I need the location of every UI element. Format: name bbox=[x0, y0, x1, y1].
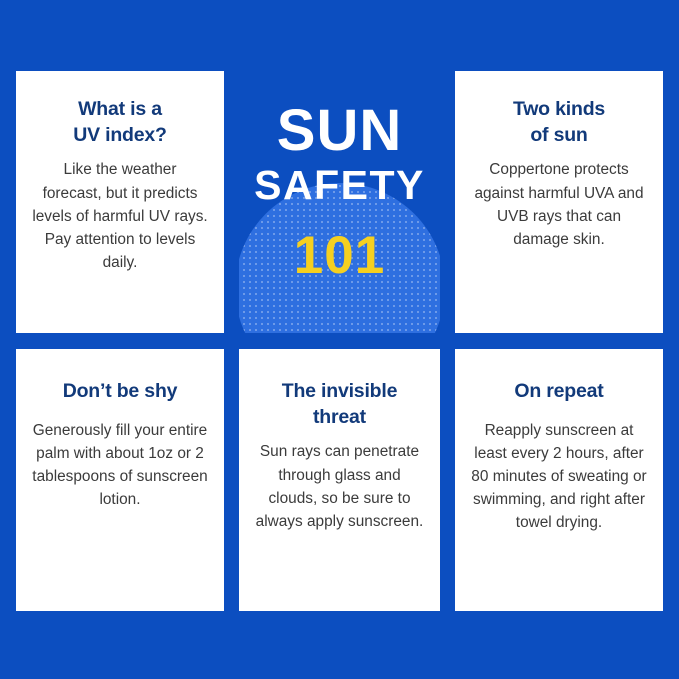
card-invisible-threat bbox=[239, 349, 440, 611]
card-body-on-repeat: Reapply sunscreen at least every 2 hours, after 80 minutes of sweating or swimming, and right after towel drying. bbox=[471, 421, 647, 532]
card-title-invisible-threat bbox=[282, 379, 398, 430]
card-body-uv-index: Like the weather forecast, but it predicts levels of harmful UV rays. Pay attention to levels daily. bbox=[32, 161, 208, 271]
hero-title-safety: SAFETY bbox=[254, 161, 425, 208]
card-title-line2: UV index? bbox=[73, 123, 167, 146]
card-title-line1: What is a bbox=[78, 98, 162, 120]
card-body-two-kinds-of-sun: Coppertone protects against harmful UVA and UVB rays that can damage skin. bbox=[474, 161, 644, 248]
hero-panel bbox=[239, 71, 440, 333]
hero-text-group bbox=[239, 71, 440, 285]
card-title-two-kinds-of-sun bbox=[513, 97, 605, 148]
card-title-line2: threat bbox=[313, 405, 366, 428]
card-title-dont-be-shy bbox=[63, 379, 178, 405]
card-title-uv-index bbox=[73, 97, 167, 148]
card-body-dont-be-shy: Generously fill your entire palm with about 1oz or 2 tablespoons of sunscreen lotion. bbox=[32, 421, 208, 509]
poster-grid bbox=[16, 71, 663, 611]
card-body-invisible-threat: Sun rays can penetrate through glass and clouds, so be sure to always apply sunscreen. bbox=[255, 443, 424, 530]
card-title-line2: of sun bbox=[530, 123, 588, 146]
hero-badge-101: 101 bbox=[293, 225, 386, 285]
card-title-on-repeat bbox=[514, 379, 603, 405]
card-uv-index bbox=[16, 71, 224, 333]
card-title-line1: On repeat bbox=[514, 380, 604, 402]
card-on-repeat bbox=[455, 349, 663, 611]
card-title-line1: Two kinds bbox=[512, 98, 606, 120]
card-two-kinds-of-sun bbox=[455, 71, 663, 333]
card-title-line1: Don’t be shy bbox=[62, 380, 178, 402]
hero-title-sun: SUN bbox=[276, 98, 403, 163]
card-dont-be-shy bbox=[16, 349, 224, 611]
card-title-line1: The invisible bbox=[281, 380, 398, 402]
